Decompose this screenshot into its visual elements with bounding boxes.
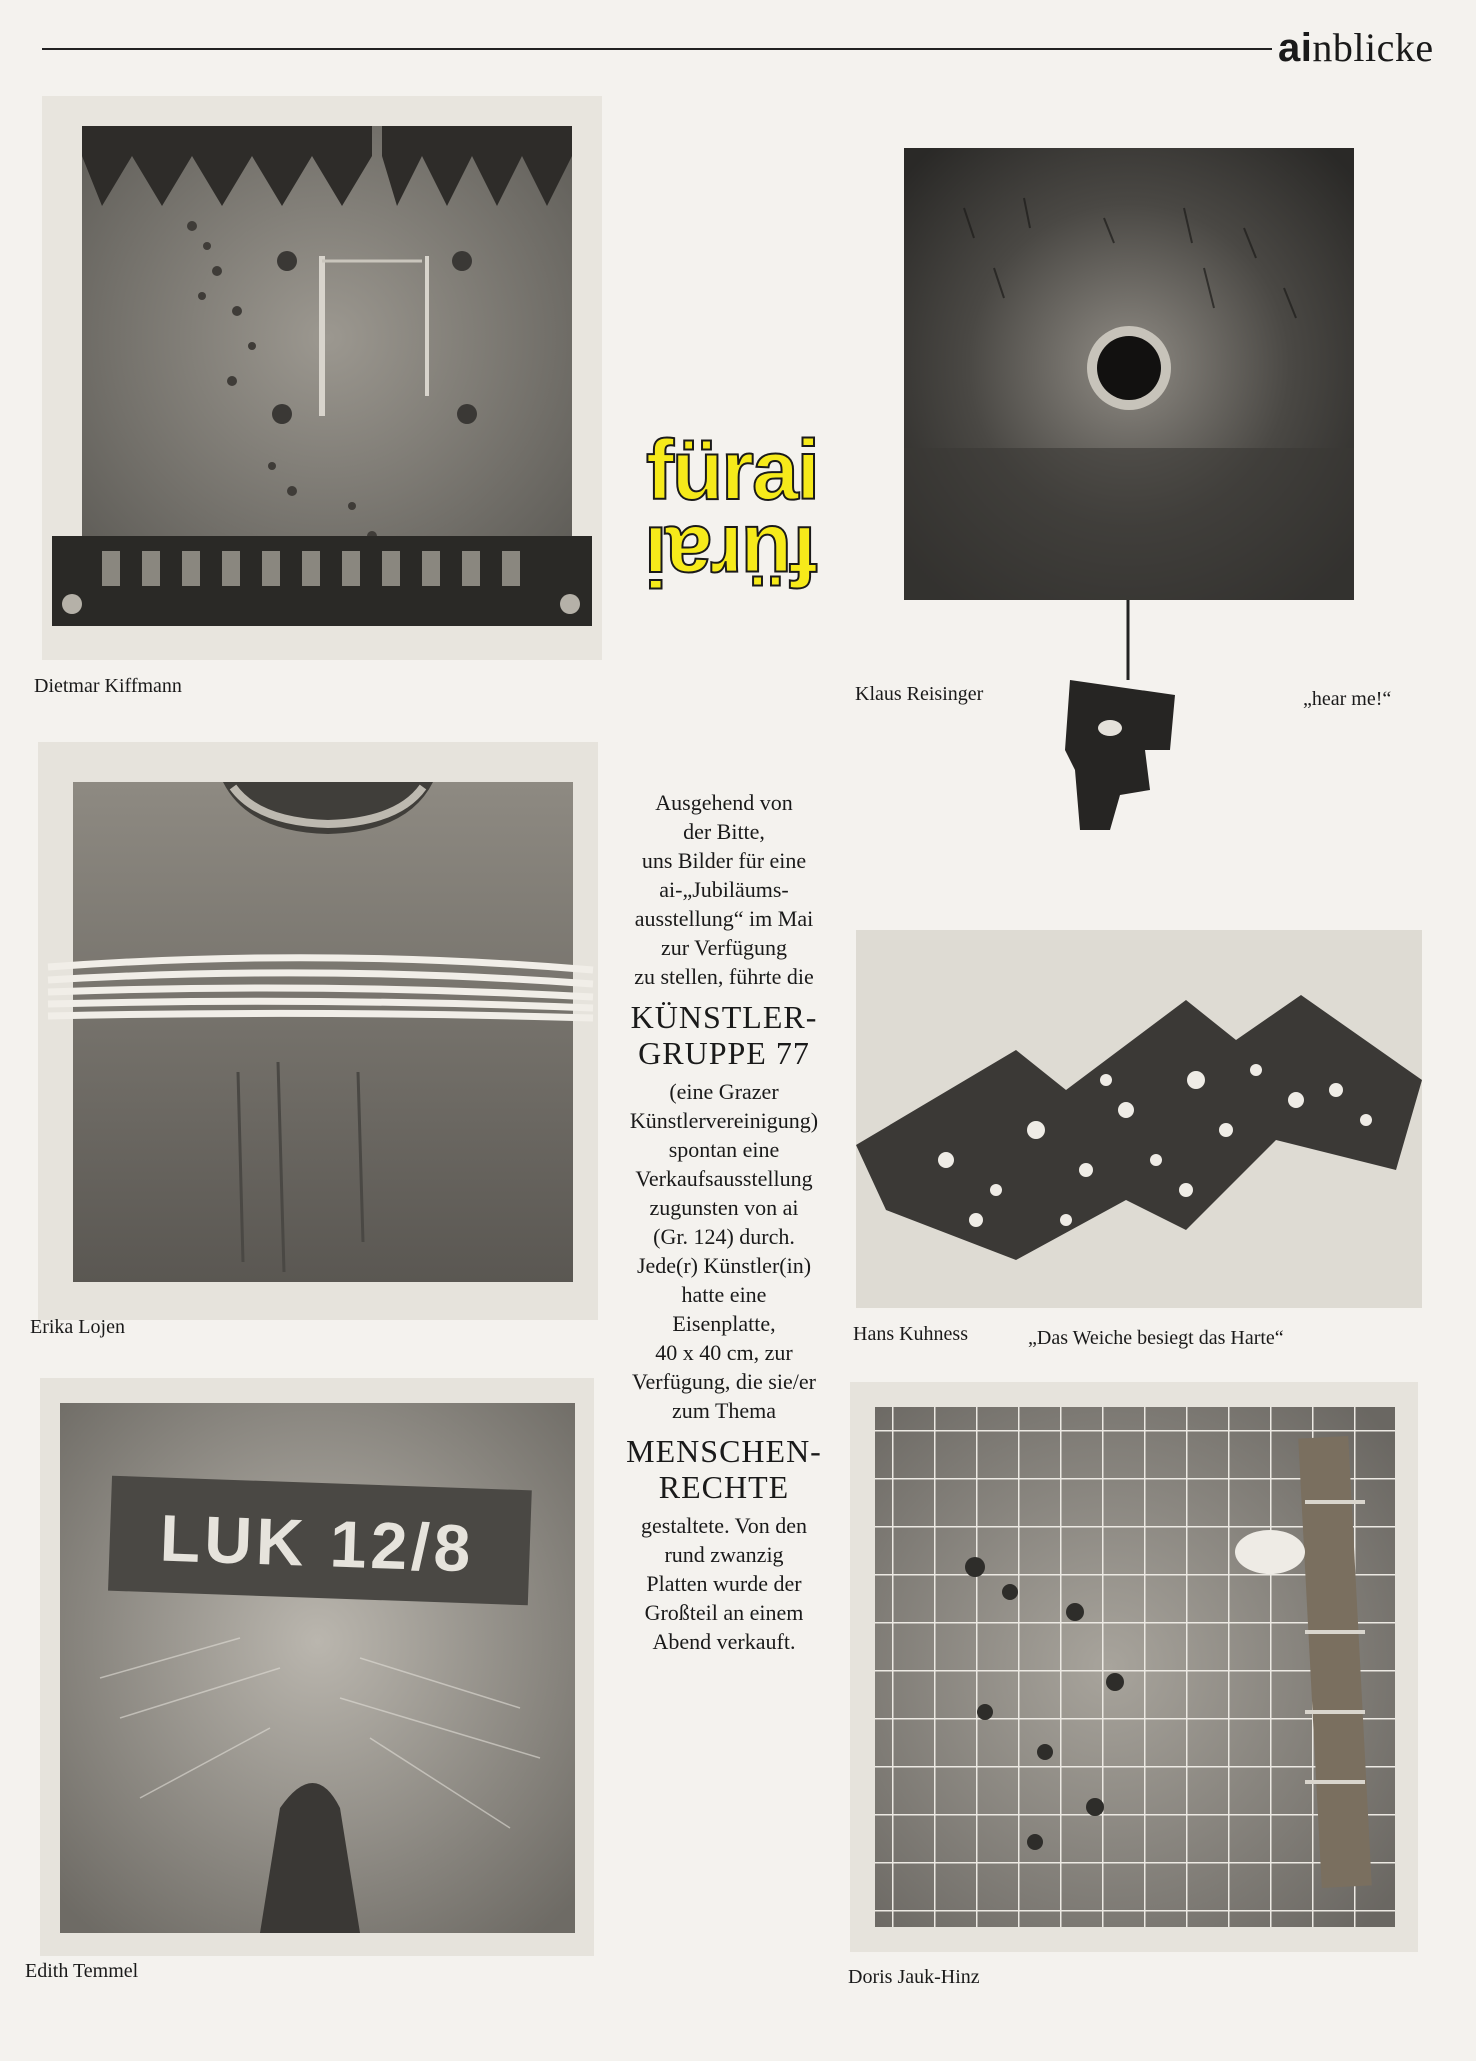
article-line: Verkaufsausstellung [635,1166,813,1191]
article-line: zugunsten von ai [649,1195,799,1220]
hanging-tag [1050,600,1200,830]
caption-title-reisinger: „hear me!“ [1303,688,1392,710]
article-line: uns Bilder für eine [641,848,807,873]
artwork-photo-reisinger [904,148,1354,600]
caption-artist-lojen: Erika Lojen [30,1316,125,1338]
article-line: (eine Grazer [669,1079,779,1104]
article-line: gestaltete. Von den [641,1513,807,1538]
article-line: Jede(r) Künstler(in) [636,1253,812,1278]
artwork-photo-temmel [40,1378,594,1956]
article-line: der Bitte, [683,819,765,844]
article-line: Eisenplatte, [672,1311,776,1336]
article-line: zu stellen, führte die [634,964,814,989]
artwork-photo-kiffmann [42,96,602,660]
caption-artist-jauk-hinz: Doris Jauk-Hinz [848,1966,980,1988]
fuer-ai-logo [612,423,852,612]
header-rule [42,48,1272,50]
article-line: Ausgehend von [655,790,793,815]
article-heading-kuenstlergruppe: KÜNSTLER- GRUPPE 77 [630,999,818,1071]
article-line: ai-„Jubiläums- [659,877,789,902]
article-line: ausstellung“ im Mai [634,906,814,931]
article-line: spontan eine [668,1137,780,1162]
section-title: ainblicke [1278,25,1434,70]
article-line: Großteil an einem [644,1600,804,1625]
caption-artist-kuhness: Hans Kuhness [853,1323,968,1345]
article-line: Künstlervereinigung) [629,1108,819,1133]
logo-text: fürai [645,423,819,517]
caption-artist-reisinger: Klaus Reisinger [855,683,984,705]
article-line: Verfügung, die sie/er [632,1369,816,1394]
article-line: Platten wurde der [646,1571,802,1596]
caption-title-kuhness: „Das Weiche besiegt das Harte“ [1028,1327,1284,1349]
article-line: zur Verfügung [660,935,788,960]
article-text [596,788,852,1656]
article-line: 40 x 40 cm, zur [655,1340,793,1365]
logo-text-mirrored: fürai [645,509,819,603]
license-plate-text: LUK 12/8 [158,1500,476,1586]
article-heading-menschenrechte: MENSCHEN- RECHTE [626,1433,822,1505]
artwork-photo-lojen [38,742,598,1320]
artwork-photo-kuhness [856,930,1422,1308]
caption-artist-temmel: Edith Temmel [25,1960,139,1982]
article-line: Abend verkauft. [652,1629,796,1654]
article-line: (Gr. 124) durch. [653,1224,795,1249]
article-line: hatte eine [681,1282,767,1307]
article-line: rund zwanzig [664,1542,784,1567]
caption-artist-kiffmann: Dietmar Kiffmann [34,675,182,697]
artwork-photo-jauk-hinz [850,1382,1418,1952]
article-line: zum Thema [671,1398,777,1423]
